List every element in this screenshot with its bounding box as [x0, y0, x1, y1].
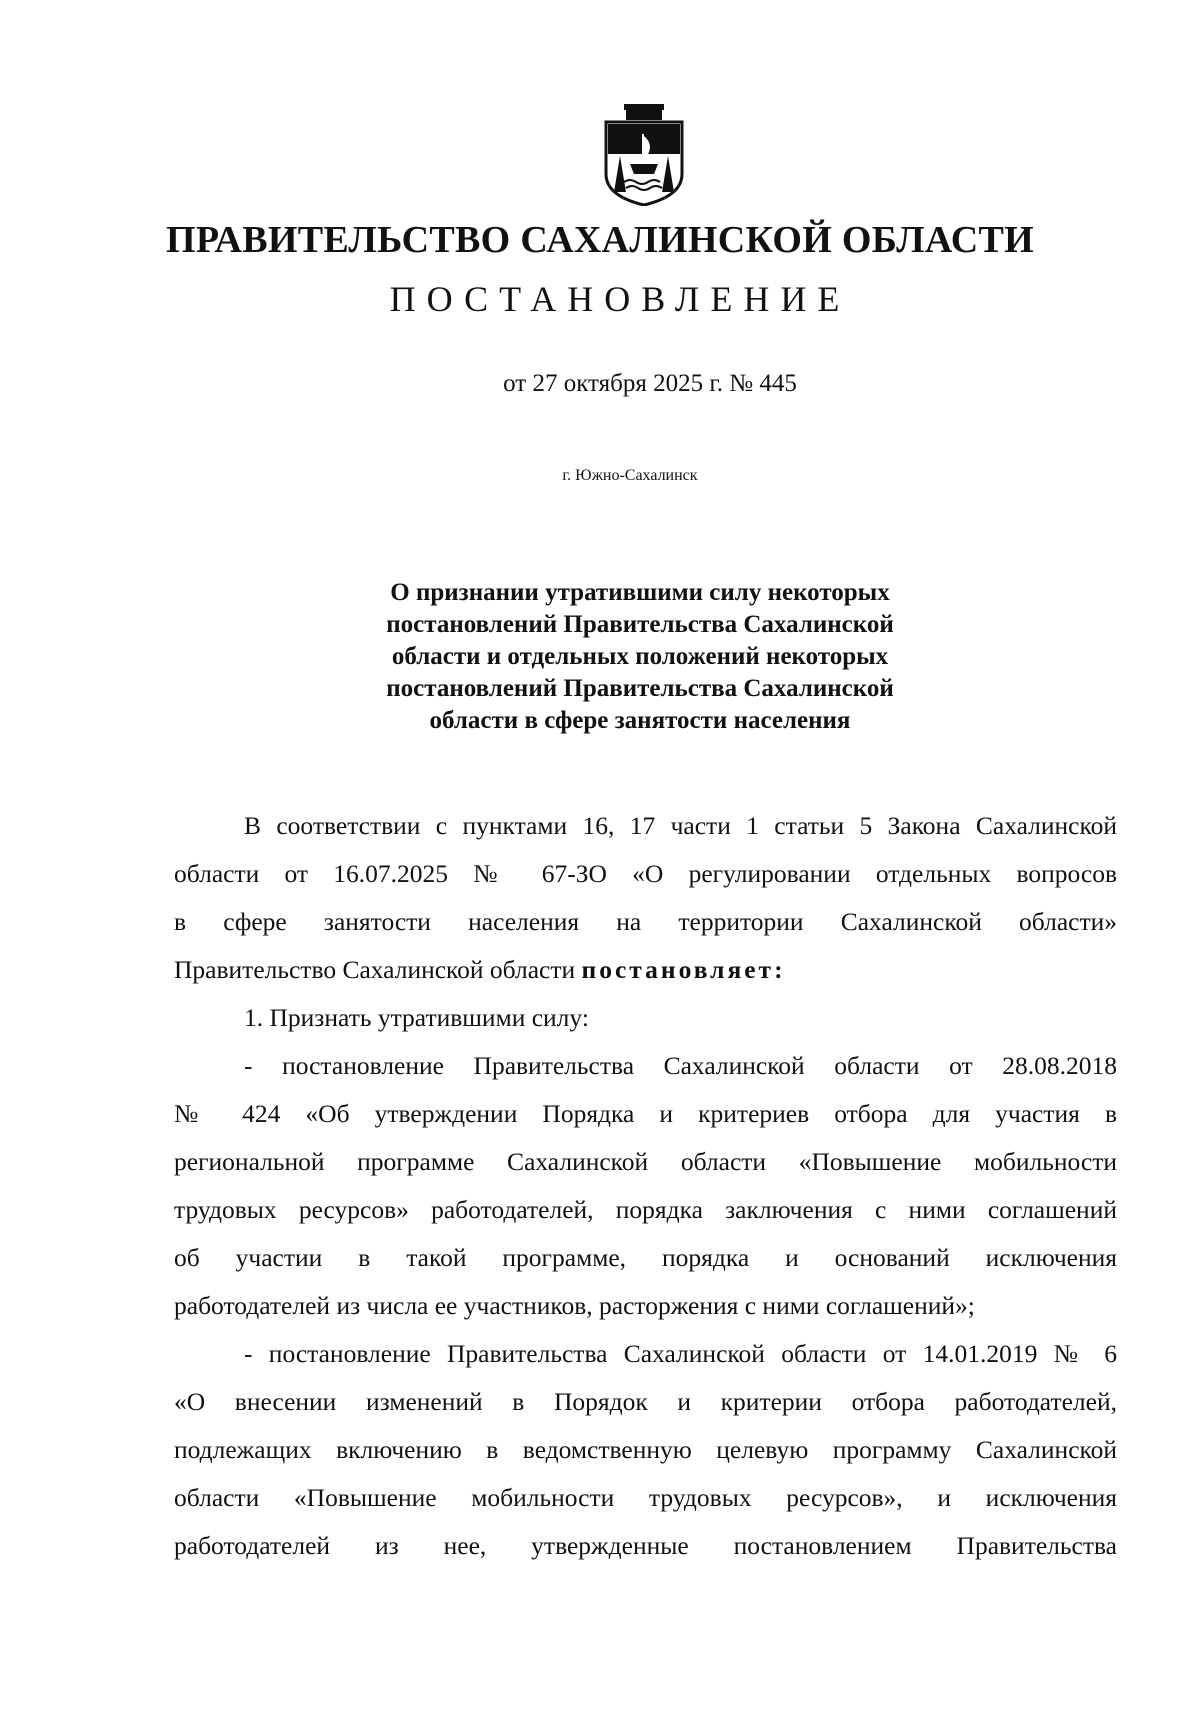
- text-line: региональной программе Сахалинской области «Повышение мобильности: [174, 1147, 1117, 1176]
- item-1-b-paragraph: [174, 1330, 1117, 1570]
- text-line: № 424 «Об утверждении Порядка и критериев отбора для участия в: [174, 1099, 1117, 1128]
- text-line: работодателей из нее, утвержденные постановлением Правительства: [174, 1531, 1117, 1560]
- document-date-number: от 27 октября 2025 г. № 445: [503, 370, 797, 397]
- text-line: об участии в такой программе, порядка и оснований исключения: [174, 1243, 1117, 1272]
- coat-of-arms-icon: [596, 104, 692, 206]
- text-line: - постановление Правительства Сахалинской области от 14.01.2019 № 6: [244, 1339, 1117, 1368]
- document-city: г. Южно-Сахалинск: [562, 467, 698, 484]
- preamble-paragraph: [174, 802, 1117, 994]
- item-1-intro: [174, 994, 1117, 1042]
- text-line: области от 16.07.2025 № 67-ЗО «О регулировании отдельных вопросов: [174, 859, 1117, 888]
- text-line: «О внесении изменений в Порядок и критерии отбора работодателей,: [174, 1387, 1117, 1416]
- text-line: 1. Признать утратившими силу:: [244, 1003, 589, 1032]
- text-line: подлежащих включению в ведомственную целевую программу Сахалинской: [174, 1435, 1117, 1464]
- decree-word: постановляет:: [581, 955, 786, 984]
- text-line: в сфере занятости населения на территории Сахалинской области»: [174, 907, 1117, 936]
- text-line: [174, 946, 1117, 994]
- document-type: ПОСТАНОВЛЕНИЕ: [389, 279, 851, 319]
- government-title: ПРАВИТЕЛЬСТВО САХАЛИНСКОЙ ОБЛАСТИ: [166, 219, 1034, 261]
- text-line: трудовых ресурсов» работодателей, порядка заключения с ними соглашений: [174, 1195, 1117, 1224]
- subject-line: области в сфере занятости населения: [429, 707, 851, 734]
- subject-line: постановлений Правительства Сахалинской: [386, 675, 894, 702]
- subject-line: постановлений Правительства Сахалинской: [386, 611, 894, 638]
- preamble-subject: Правительство Сахалинской области: [174, 955, 576, 984]
- subject-line: О признании утратившими силу некоторых: [390, 579, 890, 606]
- document-body: [174, 802, 1117, 1570]
- text-line: В соответствии с пунктами 16, 17 части 1 статьи 5 Закона Сахалинской: [244, 811, 1117, 840]
- text-line: области «Повышение мобильности трудовых ресурсов», и исключения: [174, 1483, 1117, 1512]
- text-line: работодателей из числа ее участников, расторжения с ними соглашений»;: [174, 1291, 975, 1320]
- document-subject: [330, 577, 950, 737]
- text-line: - постановление Правительства Сахалинской области от 28.08.2018: [244, 1051, 1117, 1080]
- subject-line: области и отдельных положений некоторых: [391, 643, 889, 670]
- item-1-a-paragraph: [174, 1042, 1117, 1330]
